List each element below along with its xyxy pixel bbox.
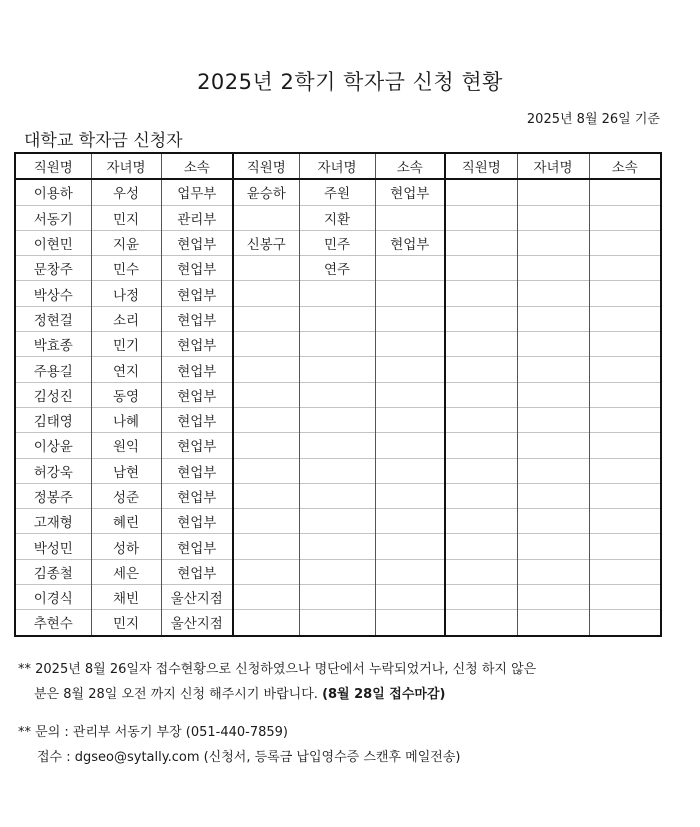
column-header-department: 소속 [375,153,445,179]
section-subtitle: 대학교 학자금 신청자 [24,131,183,151]
child-name-cell [299,458,375,483]
department-cell [375,534,445,559]
employee-name-cell: 윤승하 [233,179,299,205]
table-row [15,281,661,306]
child-name-cell: 연주 [299,256,375,281]
page-title: 2025년 2학기 학자금 신청 현황 [197,70,503,94]
employee-name-cell [445,610,517,636]
department-cell: 업무부 [161,179,233,205]
employee-name-cell: 주용길 [15,357,91,382]
employee-name-cell: 이현민 [15,230,91,255]
department-cell: 현업부 [161,281,233,306]
child-name-cell [517,205,589,230]
table-row [15,357,661,382]
department-cell [375,433,445,458]
department-cell: 현업부 [161,483,233,508]
employee-name-cell [233,458,299,483]
child-name-cell [517,179,589,205]
child-name-cell: 성하 [91,534,161,559]
child-name-cell: 지윤 [91,230,161,255]
department-cell [375,357,445,382]
department-cell [589,332,661,357]
department-cell: 현업부 [161,534,233,559]
department-cell [375,281,445,306]
department-cell [375,382,445,407]
department-cell [589,407,661,432]
child-name-cell: 채빈 [91,585,161,610]
table-row [15,585,661,610]
child-name-cell: 민수 [91,256,161,281]
column-header-employee-name: 직원명 [445,153,517,179]
submission-line: 접수 : dgseo@sytally.com (신청서, 등록금 납입영수증 스캔후 메일전송) [37,750,461,765]
column-header-employee-name: 직원명 [15,153,91,179]
applicant-table [14,152,662,637]
column-header-child-name: 자녀명 [299,153,375,179]
employee-name-cell [445,357,517,382]
header-row [15,153,661,179]
department-cell: 울산지점 [161,585,233,610]
employee-name-cell: 허강욱 [15,458,91,483]
child-name-cell [517,306,589,331]
child-name-cell [299,433,375,458]
child-name-cell: 지환 [299,205,375,230]
child-name-cell [517,382,589,407]
notice-line-1: ** 2025년 8월 26일자 접수현황으로 신청하였으나 명단에서 누락되었거나, 신청 하지 않은 [18,662,537,677]
employee-name-cell [445,458,517,483]
employee-name-cell: 추현수 [15,610,91,636]
department-cell [589,534,661,559]
child-name-cell [517,483,589,508]
employee-name-cell: 신봉구 [233,230,299,255]
department-cell [375,407,445,432]
employee-name-cell [445,509,517,534]
employee-name-cell [233,256,299,281]
employee-name-cell: 박효종 [15,332,91,357]
department-cell: 관리부 [161,205,233,230]
employee-name-cell: 박상수 [15,281,91,306]
child-name-cell: 민주 [299,230,375,255]
child-name-cell [517,534,589,559]
child-name-cell: 원익 [91,433,161,458]
child-name-cell [517,281,589,306]
employee-name-cell [445,230,517,255]
column-header-child-name: 자녀명 [91,153,161,179]
table-row [15,458,661,483]
table-row [15,230,661,255]
child-name-cell [517,256,589,281]
department-cell [589,483,661,508]
department-cell [589,230,661,255]
department-cell: 현업부 [161,332,233,357]
employee-name-cell: 김종철 [15,559,91,584]
table-row [15,407,661,432]
child-name-cell [299,382,375,407]
department-cell: 현업부 [161,357,233,382]
department-cell [589,205,661,230]
department-cell [375,483,445,508]
child-name-cell: 남현 [91,458,161,483]
inquiry-line: ** 문의 : 관리부 서동기 부장 (051-440-7859) [18,725,288,740]
employee-name-cell [233,306,299,331]
child-name-cell: 동영 [91,382,161,407]
table-row [15,610,661,636]
department-cell: 현업부 [161,433,233,458]
employee-name-cell [445,306,517,331]
department-cell [375,306,445,331]
child-name-cell: 민지 [91,205,161,230]
child-name-cell: 세은 [91,559,161,584]
child-name-cell [299,332,375,357]
child-name-cell [299,483,375,508]
department-cell [589,458,661,483]
employee-name-cell: 이용하 [33,186,73,203]
department-cell [375,559,445,584]
child-name-cell [299,585,375,610]
employee-name-cell [233,559,299,584]
department-cell [589,585,661,610]
employee-name-cell [445,433,517,458]
table-row [15,433,661,458]
child-name-cell [299,407,375,432]
employee-name-cell [233,281,299,306]
child-name-cell: 소리 [91,306,161,331]
department-cell [375,205,445,230]
department-cell [589,509,661,534]
child-name-cell [299,281,375,306]
department-cell [589,433,661,458]
employee-name-cell: 고재형 [15,509,91,534]
employee-name-cell: 김태영 [15,407,91,432]
table-row [15,256,661,281]
department-cell [375,509,445,534]
table-row [15,205,661,230]
employee-name-cell: 김성진 [15,382,91,407]
department-cell: 울산지점 [161,610,233,636]
table-row [15,382,661,407]
employee-name-cell [233,382,299,407]
column-header-department: 소속 [161,153,233,179]
department-cell: 현업부 [161,230,233,255]
employee-name-cell [233,205,299,230]
child-name-cell: 혜린 [91,509,161,534]
notice-deadline-text: 분은 8월 28일 오전 까지 신청 해주시기 바랍니다. [34,687,323,702]
notice-line-2 [18,682,536,707]
as-of-date: 2025년 8월 26일 기준 [526,112,660,127]
child-name-cell [299,534,375,559]
column-header-employee-name: 직원명 [233,153,299,179]
department-cell [375,458,445,483]
table-row [15,332,661,357]
child-name-cell: 연지 [91,357,161,382]
employee-name-cell [445,407,517,432]
child-name-cell: 나혜 [91,407,161,432]
department-cell [589,559,661,584]
employee-name-cell: 정봉주 [15,483,91,508]
child-name-cell [517,509,589,534]
employee-name-cell: 정현걸 [15,306,91,331]
employee-name-cell [445,205,517,230]
employee-name-cell [445,281,517,306]
table-row [15,559,661,584]
department-cell: 현업부 [161,306,233,331]
employee-name-cell [233,407,299,432]
employee-name-cell [445,585,517,610]
child-name-cell [517,357,589,382]
child-name-cell [517,230,589,255]
employee-name-cell [233,483,299,508]
child-name-cell [517,433,589,458]
table-row [15,509,661,534]
employee-name-cell: 서동기 [15,205,91,230]
child-name-cell [299,306,375,331]
department-cell: 현업부 [375,230,445,255]
child-name-cell [299,509,375,534]
employee-name-cell [445,332,517,357]
employee-name-cell: 문창주 [15,256,91,281]
department-cell: 현업부 [375,179,445,205]
child-name-cell: 민지 [91,610,161,636]
child-name-cell [299,559,375,584]
table-row [15,306,661,331]
employee-name-cell [233,509,299,534]
child-name-cell [517,585,589,610]
column-header-department: 소속 [589,153,661,179]
employee-name-cell [445,559,517,584]
child-name-cell [517,458,589,483]
child-name-cell: 주원 [299,179,375,205]
employee-name-cell [445,483,517,508]
employee-name-cell [445,534,517,559]
child-name-cell [517,407,589,432]
employee-name-cell [233,534,299,559]
department-cell [589,179,661,205]
department-cell: 현업부 [161,382,233,407]
department-cell: 현업부 [161,407,233,432]
department-cell [589,382,661,407]
employee-name-cell [445,382,517,407]
child-name-cell: 나정 [91,281,161,306]
department-cell [589,256,661,281]
employee-name-cell [233,357,299,382]
child-name-cell: 우성 [91,179,161,205]
department-cell: 현업부 [161,458,233,483]
child-name-cell [517,610,589,636]
child-name-cell [517,332,589,357]
department-cell: 현업부 [161,509,233,534]
department-cell [375,585,445,610]
department-cell [589,610,661,636]
child-name-cell [299,610,375,636]
child-name-cell [517,559,589,584]
column-header-child-name: 자녀명 [517,153,589,179]
department-cell [375,256,445,281]
department-cell [375,332,445,357]
child-name-cell: 민기 [91,332,161,357]
employee-name-cell [233,332,299,357]
department-cell [375,610,445,636]
employee-name-cell [445,179,517,205]
table-row [15,483,661,508]
department-cell [589,357,661,382]
child-name-cell: 성준 [91,483,161,508]
department-cell [589,306,661,331]
table-row [15,534,661,559]
notice-deadline-bold: (8월 28일 접수마감) [322,687,446,702]
employee-name-cell: 이상윤 [15,433,91,458]
department-cell [589,281,661,306]
department-cell: 현업부 [161,559,233,584]
employee-name-cell [233,610,299,636]
department-cell: 현업부 [161,256,233,281]
notice-block [18,657,536,770]
employee-name-cell [445,256,517,281]
employee-name-cell: 이경식 [15,585,91,610]
employee-name-cell [233,433,299,458]
employee-name-cell: 박성민 [15,534,91,559]
employee-name-cell [233,585,299,610]
table-row [15,179,661,205]
child-name-cell [299,357,375,382]
